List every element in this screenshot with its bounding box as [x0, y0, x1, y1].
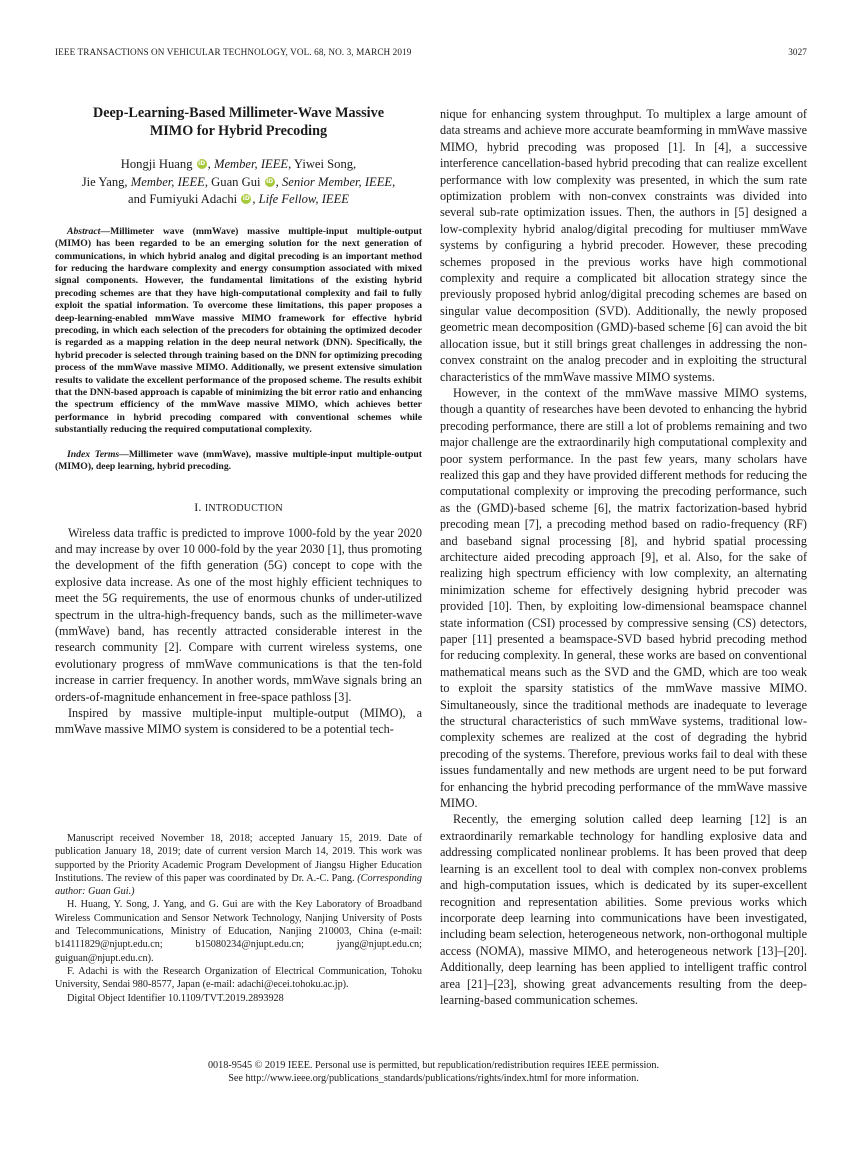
- body-paragraph: However, in the context of the mmWave massive MIMO systems, though a quantity of researches have been devoted to enhancing the hybrid precoding performance, there are still a lot of problems remaining and two major challenge are the extraordinarily high computational complexity and poor system performance. In the past few years, many scholars have realized this gap and they have provided different methods for reducing the computational complexity or improving the precoding performance, such as the (GMD)-based scheme [6], the matrix factorization-based hybrid precoding mean [7], a precoding method based on radio-frequency (RF) and baseband signal processing [8], and hybrid spatial processing architecture aided precoding approach [9], et al. Also, for the sake of realizing high spectrum efficiency with low complexity, an alternating minimization scheme for effectively designing hybrid precoder was provided [10]. Then, by exploiting low-dimensional beamspace channel state information (CSI) processed by compressive sensing (CS) detectors, paper [11] presented a beamspace-SVD based hybrid precoding method for reducing complexity. In general, these works are based on conventional mathematical means such as the SVD and the GMD, which are too weak to exploit the sparsity statistics of the mmWave massive MIMO. Simultaneously, since the traditional methods are inadequate to leverage the structural characteristics of such mmWave systems, traditional low-complexity schemes are realized at the cost of degrading the hybrid precoding of the systems. Therefore, previous works fail to deal with these issues fundamentally and new methods are urgent need to be put forward for enhancing the hybrid precoding performance of the mmWave massive MIMO.: [440, 385, 807, 811]
- running-head: [55, 47, 807, 57]
- abstract: [55, 226, 422, 437]
- section-heading: [55, 500, 422, 515]
- paper-title: [55, 104, 422, 140]
- footnotes: [55, 832, 422, 1005]
- left-column: [55, 104, 422, 738]
- body-paragraph: Wireless data traffic is predicted to improve 1000-fold by the year 2020 and may increase by over 10 000-fold by the year 2030 [1], thus promoting the development of the fifth generation (5G) concept to cope with the explosive data increase. As one of the most highly efficient techniques to meet the 5G requirements, the use of enormous chunks of under-utilized spectrum in the ultra-high-frequency bands, such as the millimeter-wave (mmWave) band, has recently attracted considerable interest in the research community [2]. Compare with current wireless systems, one evolutionary progress of mmWave communications is that the ten-fold increase in carrier frequency. In another words, mmWave signals bring an orders-of-magnitude enhancement in free-space pathloss [3].: [55, 525, 422, 704]
- author-gui-role: , Senior Member, IEEE,: [275, 174, 396, 189]
- index-terms-label: Index Terms: [67, 448, 120, 460]
- title-line-1: Deep-Learning-Based Millimeter-Wave Massive: [92, 105, 385, 121]
- journal-info: IEEE TRANSACTIONS ON VEHICULAR TECHNOLOGY, VOL. 68, NO. 3, MARCH 2019: [55, 47, 412, 57]
- author-song: , Yiwei Song,: [288, 157, 357, 171]
- author-list: [55, 156, 422, 209]
- index-terms: [55, 449, 422, 474]
- footnote-affiliation-2: F. Adachi is with the Research Organization of Electrical Communication, Tohoku University, Sendai 980-8577, Japan (e-mail: adachi@ecei.tohoku.ac.jp).: [55, 965, 422, 991]
- footnote-manuscript-text: Manuscript received November 18, 2018; accepted January 15, 2019. Date of publication January 18, 2019; date of current version March 14, 2019. This work was supported by the Priority Academic Program Development of Jiangsu Higher Education Institutions. The review of this paper was coordinated by Dr. A.-C. Pang.: [55, 833, 422, 884]
- index-terms-text: —Millimeter wave (mmWave), massive multiple-input multiple-output (MIMO), deep learning, hybrid precoding.: [55, 448, 422, 473]
- body-paragraph: Inspired by massive multiple-input multiple-output (MIMO), a mmWave massive MIMO system is considered to be a potential tech-: [55, 705, 422, 737]
- right-column: [440, 106, 807, 1008]
- author-adachi: and Fumiyuki Adachi: [128, 192, 238, 207]
- footnote-doi: Digital Object Identifier 10.1109/TVT.2019.2893928: [67, 992, 284, 1004]
- author-gui: , Guan Gui: [204, 174, 261, 189]
- copyright-line-2: See http://www.ieee.org/publications_standards/publications/rights/index.html for more information.: [228, 1073, 639, 1084]
- footnote-affiliation-1: H. Huang, Y. Song, J. Yang, and G. Gui are with the Key Laboratory of Broadband Wireless Communication and Sensor Network Technology, Nanjing University of Posts and Telecommunications, Ministry of Education, Nanjing 210003, China (e-mail: b14111829@njupt.edu.cn; b15080234@njupt.edu.cn; jyang@njupt.edu.cn; guiguan@njupt.edu.cn).: [55, 899, 422, 964]
- body-paragraph: Recently, the emerging solution called deep learning [12] is an extraordinarily remarkable technology for handling explosive data and addressing complicated nonlinear problems. It has been proved that deep learning is an excellent tool to deal with complex non-convex problems and high-computation issues, which is dedicated by its super-excellent recognition and representation abilities. Some previous works which incorporate deep learning into communications have been investigated, including beam selection, heterogeneous network, non-orthogonal multiple access (NOMA), massive MIMO, and heterogeneous network [13]–[20]. Additionally, deep learning has been applied to intelligent traffic control area [21]–[23], showing great advancements resulting from the deep-learning-based communication schemes.: [440, 812, 807, 1007]
- abstract-text: —Millimeter wave (mmWave) massive multiple-input multiple-output (MIMO) has been regarded to be an emerging solution for the next generation of communications, in which hybrid analog and digital precoding is an important method for reducing the hardware complexity and energy consumption associated with mixed signal components. However, the fundamental limitations of the existing hybrid precoding schemes are that they have high-computational complexity and fail to fully exploit the spatial information. To overcome these limitations, this paper proposes a deep-learning-enabled mmWave massive MIMO framework for effective hybrid precoding, in which each selection of the precoders for obtaining the optimized decoder is regarded as a mapping relation in the deep neural network (DNN). Specifically, the hybrid precoder is selected through training based on the DNN for optimizing precoding process of the mmWave massive MIMO. Additionally, we present extensive simulation results to validate the excellent performance of the proposed scheme. The results exhibit that the DNN-based approach is capable of minimizing the bit error ratio and enhancing the spectrum efficiency of the mmWave massive MIMO, which achieves better performance in hybrid precoding compared with conventional schemes while substantially reducing the required computational complexity.: [55, 225, 422, 436]
- page-number: 3027: [788, 47, 807, 57]
- orcid-icon[interactable]: iD: [198, 160, 206, 167]
- author-yang-role: Member, IEEE: [130, 174, 205, 189]
- copyright-line-1: 0018-9545 © 2019 IEEE. Personal use is permitted, but republication/redistribution requires IEEE permission.: [207, 1060, 660, 1071]
- author-huang-role: , Member, IEEE: [207, 157, 289, 171]
- section-title: INTRODUCTION: [204, 502, 283, 514]
- author-yang: Jie Yang,: [81, 174, 131, 189]
- section-number: I.: [194, 499, 205, 514]
- title-line-2: MIMO for Hybrid Precoding: [149, 123, 328, 139]
- footnote-corresponding: (Corresponding author: Guan Gui.): [55, 872, 422, 898]
- copyright-notice: [0, 1059, 867, 1085]
- author-huang: Hongji Huang: [120, 157, 193, 171]
- body-paragraph: nique for enhancing system throughput. To multiplex a large amount of data streams and achieve more accurate beamforming in mmWave massive MIMO, hybrid precoding was proposed [1]. In [4], a successive interference cancellation-based hybrid precoding that can realize excellent performance with low complexity was presented, in which the sum rate optimization problem with non-convex constraints was divided into several sub-rate optimization issues. Then, the authors in [5] designed a low-complexity hybrid analog/digital precoding for multiuser mmWave systems by configuring a hybrid precoder. However, these precoding schemes proposed in the previous works have high commotional complexity and require a complicated bit allocation strategy since the previously proposed hybrid anlog/digital precoding schemes are based on singular value decomposition (SVD). Additionally, the newly proposed geometric mean decomposition (GMD)-based scheme [6] can avoid the bit allocation issue, but it still brings great challenges in addressing the non-convex constraint on the analog precoder and in exploiting the structural characteristics of the mmWave massive MIMO systems.: [440, 107, 807, 384]
- footnote-manuscript: [55, 832, 422, 898]
- author-adachi-role: , Life Fellow, IEEE: [252, 192, 349, 207]
- orcid-icon[interactable]: iD: [266, 177, 274, 185]
- orcid-icon[interactable]: iD: [242, 195, 250, 203]
- abstract-label: Abstract: [67, 225, 101, 237]
